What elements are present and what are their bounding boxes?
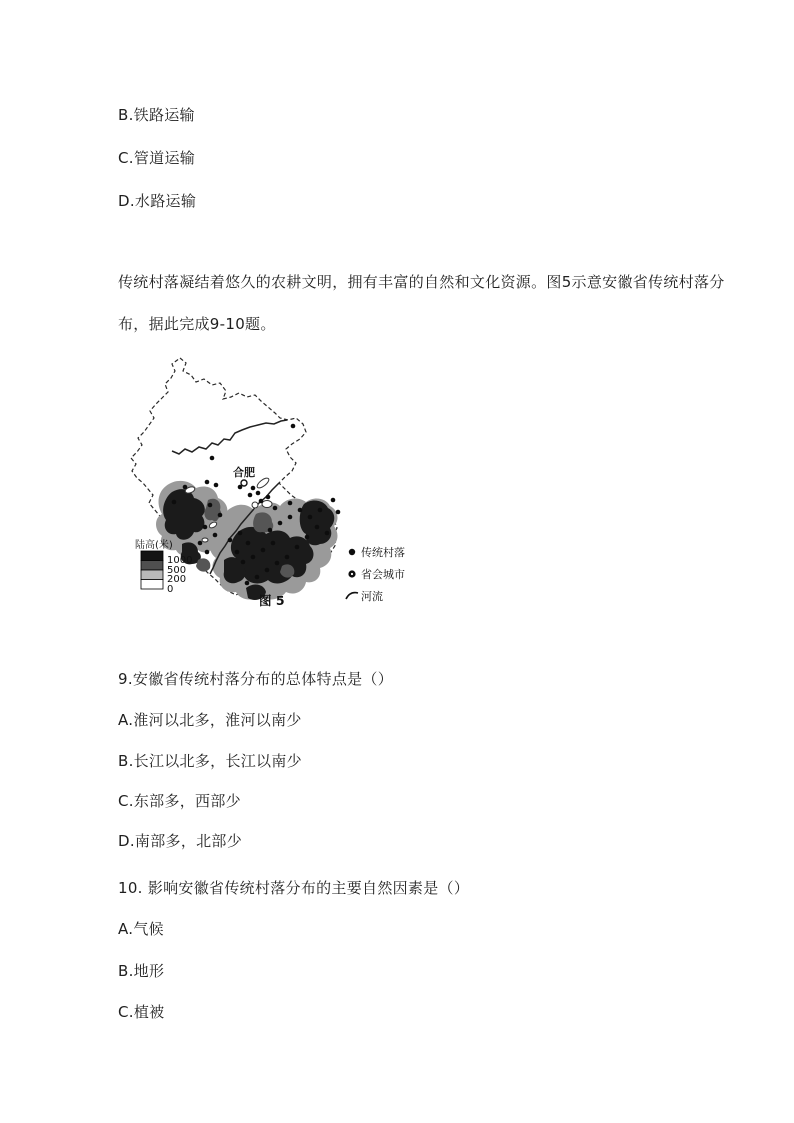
q9-option-b: B.长江以北多，长江以南少 (118, 752, 302, 770)
village-dot-icon (349, 549, 355, 555)
passage-line-1: 传统村落凝结着悠久的农耕文明，拥有丰富的自然和文化资源。图5示意安徽省传统村落分 (118, 273, 725, 291)
river-line-icon (346, 593, 358, 599)
mountain-region-south (210, 499, 337, 600)
q8-option-d: D.水路运输 (118, 192, 197, 210)
anhui-map (128, 352, 458, 617)
hefei-marker (241, 480, 247, 486)
elevation-level-0: 0 (167, 584, 174, 595)
elevation-level-500: 500 (167, 565, 187, 576)
q8-option-c: C.管道运输 (118, 149, 196, 167)
q10-option-a: A.气候 (118, 920, 164, 938)
map-caption: 图 5 (259, 593, 285, 608)
q10-option-c: C.植被 (118, 1003, 165, 1021)
legend-village-label: 传统村落 (361, 546, 405, 559)
hefei-label: 合肥 (233, 466, 255, 479)
elevation-level-200: 200 (167, 574, 187, 585)
capital-city-icon-center (351, 573, 353, 575)
legend-river-label: 河流 (361, 590, 383, 603)
elevation-legend-title: 陆高(米) (135, 540, 173, 551)
legend-capital-label: 省会城市 (361, 568, 405, 581)
q9-stem: 9.安徽省传统村落分布的总体特点是（） (118, 670, 394, 688)
q8-option-b: B.铁路运输 (118, 106, 195, 124)
q9-option-d: D.南部多，北部少 (118, 832, 243, 850)
q9-option-a: A.淮河以北多，淮河以南少 (118, 711, 302, 729)
map-legend (346, 545, 405, 603)
huai-river (172, 420, 287, 454)
anhui-village-map-figure (128, 352, 458, 617)
q10-stem: 10. 影响安徽省传统村落分布的主要自然因素是（） (118, 879, 470, 897)
q10-option-b: B.地形 (118, 962, 165, 980)
q9-option-c: C.东部多，西部少 (118, 792, 241, 810)
elevation-level-1000: 1000 (167, 555, 193, 566)
passage-line-2: 布，据此完成9-10题。 (118, 315, 276, 333)
